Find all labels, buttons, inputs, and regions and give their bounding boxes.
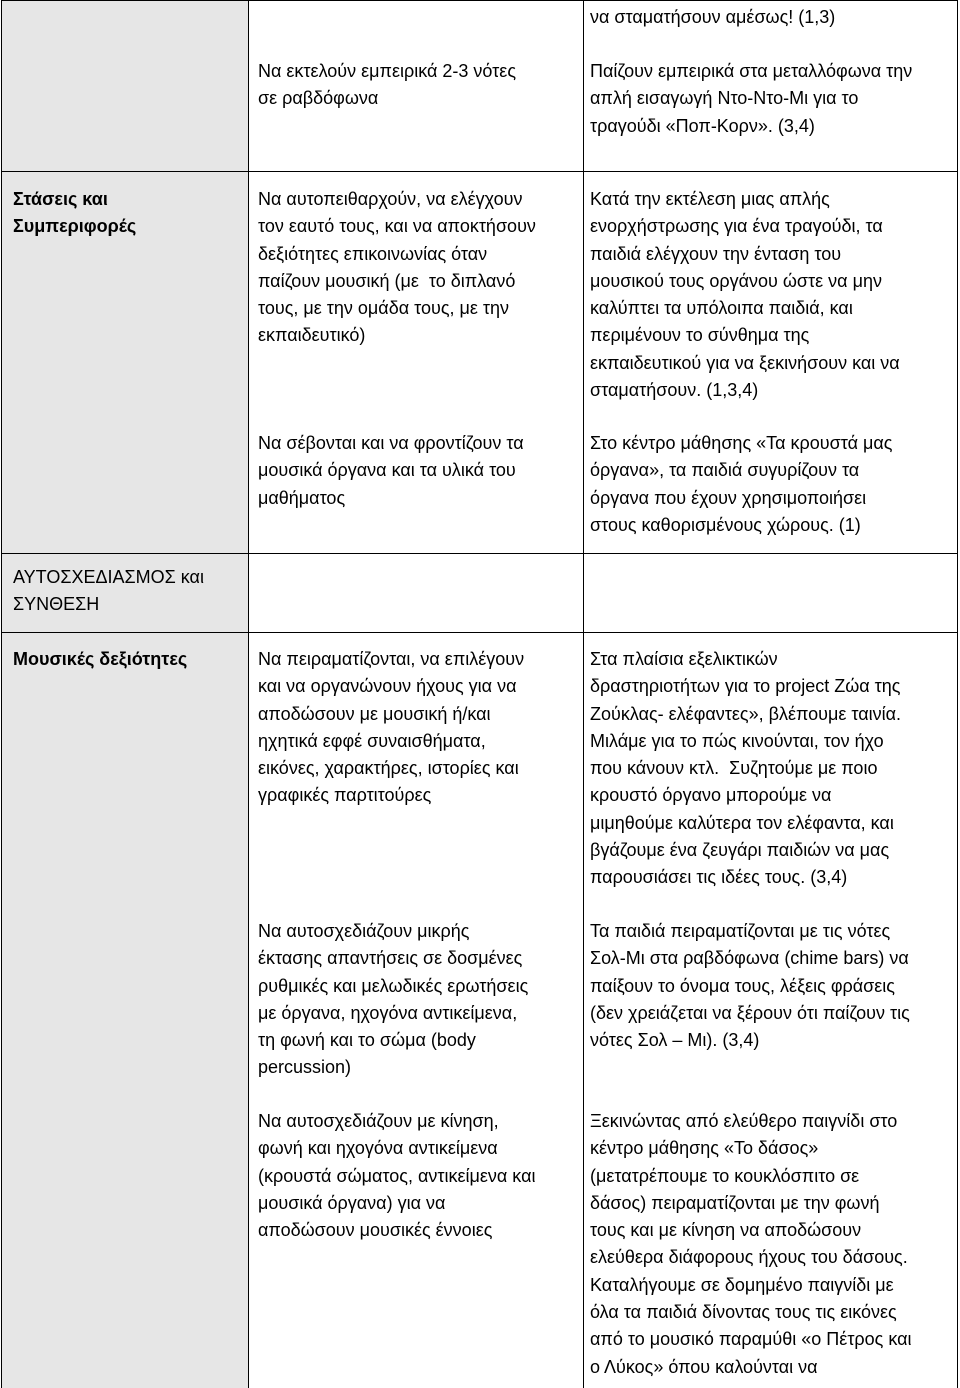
activity-paragraph: να σταματήσουν αμέσως! (1,3) [590,7,836,27]
table-left-border [1,0,2,1388]
objective-paragraph: Να πειραματίζονται, να επιλέγουν και να οργανώνουν ήχους για να αποδώσουν με μουσική ή/και ηχητικά εφφέ συναισθήματα, εικόνες, χαρακτήρες, ιστορίες και γραφικές παρτιτούρες [258,649,525,806]
objective-paragraph: Να αυτοσχεδιάζουν με κίνηση, φωνή και ηχογόνα αντικείμενα (κρουστά σώματος, αντικείμενα και μουσικά όργανα) για να αποδώσουν μουσικές έννοιες [258,1111,536,1241]
activity-paragraph: Ξεκινώντας από ελεύθερο παιγνίδι στο κέντρο μάθησης «Το δάσος» (μετατρέπουμε το κουκλόσπιτο σε δάσος) πειραματίζονται με την φωνή τους και με κίνηση να αποδώσουν ελεύθερα διάφορους ήχους του δάσους. Καταλήγουμε σε δομημένο παιγνίδι με όλα τα παιδιά δίνοντας τους τις εικόνες από το μουσικό παραμύθι «ο Πέτρος και ο Λύκος» όπου καλούνται να [590,1111,912,1377]
table-top-rule [1,0,958,1]
objective-paragraph: Να αυτοσχεδιάζουν μικρής έκτασης απαντήσεις σε δοσμένες ρυθμικές και μελωδικές ερωτήσεις με όργανα, ηχογόνα αντικείμενα, τη φωνή και το σώμα (body percussion) [258,921,529,1078]
section-heading: ΑΥΤΟΣΧΕΔΙΑΣΜΟΣ και ΣΥΝΘΕΣΗ [13,567,204,615]
row-divider [1,553,958,554]
category-label: Μουσικές δεξιότητες [13,649,188,669]
objective-paragraph: Να αυτοπειθαρχούν, να ελέγχουν τον εαυτό τους, και να αποκτήσουν δεξιότητες επικοινωνίας όταν παίζουν μουσική (με το διπλανό τους, με την ομάδα τους, με την εκπαιδευτικό) [258,189,536,346]
activity-paragraph: Τα παιδιά πειραματίζονται με τις νότες Σολ-Μι στα ραβδόφωνα (chime bars) να παίξουν το όνομα τους, λέξεις φράσεις (δεν χρειάζεται να ξέρουν ότι παίζουν τις νότες Σολ – Μι). (3,4) [590,921,910,1051]
table-right-border [957,0,958,1388]
activity-paragraph: Κατά την εκτέλεση μιας απλής ενορχήστρωσης για ένα τραγούδι, τα παιδιά ελέγχουν την ένταση του μουσικού τους οργάνου ώστε να μην καλύπτει τα υπόλοιπα παιδιά, και περιμένουν το σύνθημα της εκπαιδευτικού για να ξεκινήσουν και να σταματήσουν. (1,3,4) [590,189,900,401]
objective-paragraph: Να σέβονται και να φροντίζουν τα μουσικά όργανα και τα υλικά του μαθήματος [258,433,524,508]
column-divider [583,0,584,1388]
category-label: Στάσεις και Συμπεριφορές [13,189,137,237]
row-divider [1,632,958,633]
row-divider [1,171,958,172]
activity-paragraph: Παίζουν εμπειρικά στα μεταλλόφωνα την απλή εισαγωγή Ντο-Ντο-Μι για το τραγούδι «Ποπ-Κορν». (3,4) [590,61,913,136]
activity-paragraph: Στο κέντρο μάθησης «Τα κρουστά μας όργανα», τα παιδιά συγυρίζουν τα όργανα που έχουν χρησιμοποιήσει στους καθορισμένους χώρους. (1) [590,433,893,535]
objective-paragraph: Να εκτελούν εμπειρικά 2-3 νότες σε ραβδόφωνα [258,61,516,109]
activity-paragraph: Στα πλαίσια εξελικτικών δραστηριοτήτων για το project Ζώα της Ζούκλας- ελέφαντες», βλέπουμε ταινία. Μιλάμε για το πώς κινούνται, τον ήχο που κάνουν κτλ. Συζητούμε με ποιο κρουστό όργανο μπορούμε να μιμηθούμε καλύτερα τον ελέφαντα, και βγάζουμε ένα ζευγάρι παιδιών να μας παρουσιάσει τις ιδέες τους. (3,4) [590,649,902,888]
column-divider [248,0,249,1388]
